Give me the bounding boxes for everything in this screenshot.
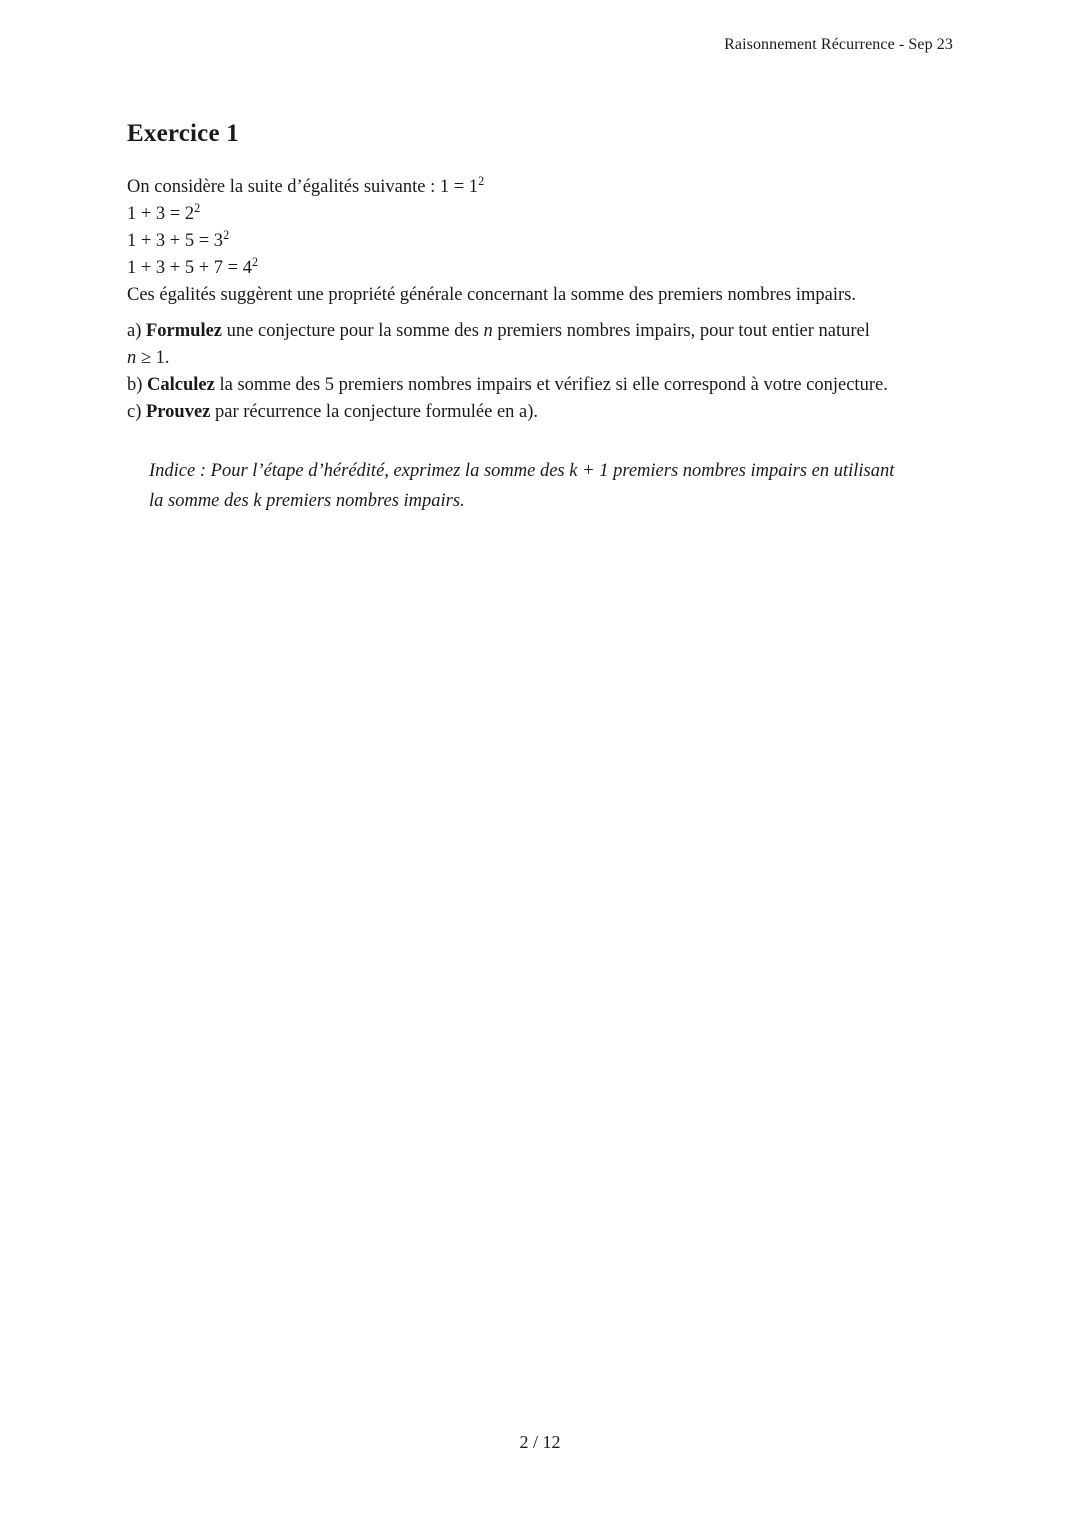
question-a: a) Formulez une conjecture pour la somme des n premiers nombres impairs, pour tout entier naturel n ≥ 1. <box>127 321 870 368</box>
math-variable: k <box>253 491 262 511</box>
page-number: 2 / 12 <box>519 1432 561 1452</box>
header-title: Raisonnement Récurrence - Sep 23 <box>724 36 953 53</box>
math-variable: n <box>483 321 493 341</box>
superscript: 2 <box>223 227 230 242</box>
question-letter: a) <box>127 321 146 341</box>
hint-label: Indice : <box>149 461 211 481</box>
question-letter: b) <box>127 375 148 395</box>
intro-block <box>127 174 955 309</box>
superscript: 2 <box>478 173 485 188</box>
questions-block <box>127 318 959 426</box>
question-c: c) Prouvez par récurrence la conjecture formulée en a). <box>127 402 539 422</box>
superscript: 2 <box>194 200 201 215</box>
inline-equation: $1 = 1^2$ <box>439 173 485 197</box>
question-verb: Formulez <box>146 321 223 341</box>
hint-block: Indice : Pour l’étape d’hérédité, exprimez la somme des k + 1 premiers nombres impairs en utilisant la somme des k premiers nombres impairs. <box>149 461 895 511</box>
equation-line: $1 + 3 + 5 = 3^2$ <box>127 227 230 251</box>
superscript: 2 <box>251 254 259 269</box>
intro-lead-text: On considère la suite d’égalités suivante : <box>127 177 440 197</box>
question-b: b) Calculez la somme des 5 premiers nombres impairs et vérifiez si elle correspond à votre conjecture. <box>127 375 888 395</box>
equation-line: $1 + 3 + 5 + 7 = 4^2$ <box>127 254 259 278</box>
math-variable: n <box>127 348 137 368</box>
conclusion-line: Ces égalités suggèrent une propriété générale concernant la somme des premiers nombres impairs. <box>127 285 856 305</box>
exercise-title: Exercice 1 <box>127 120 239 147</box>
math-expression: k + 1 <box>569 461 609 481</box>
question-verb: Calculez <box>147 375 215 395</box>
question-letter: c) <box>127 402 146 422</box>
intro-line <box>127 174 955 201</box>
page-header <box>724 36 953 54</box>
question-verb: Prouvez <box>146 402 211 422</box>
equation-line: $1 + 3 = 2^2$ <box>127 200 201 224</box>
